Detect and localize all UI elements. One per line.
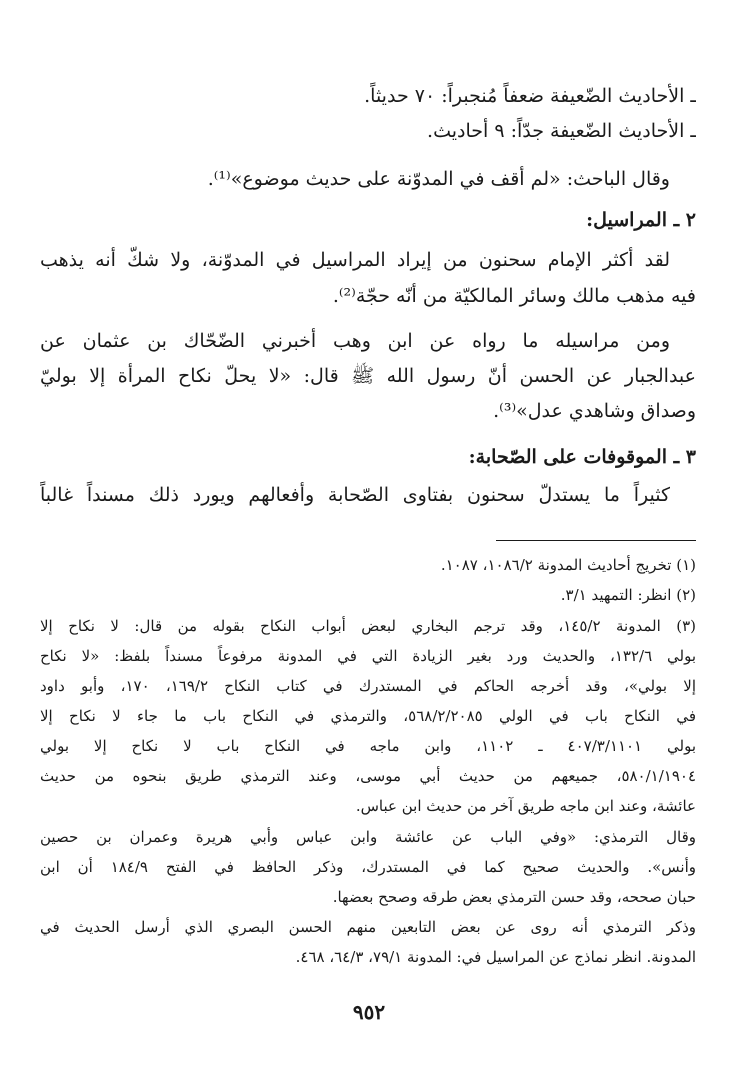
footnote-3-line-7: عائشة، وعند ابن ماجه طريق آخر من حديث ابن عباس. [355,797,696,815]
footnote-3-line-11: وذكر الترمذي أنه روى عن بعض التابعين منهم الحسن البصري الذي أرسل الحديث في [40,918,696,936]
footnote-3-line-10: حبان صححه، وقد حسن الترمذي بعض طرقه وصحح بعضها. [332,888,696,906]
footnote-3-line-4: في النكاح باب في الولي ٥٦٨/٢/٢٠٨٥، والترمذي في النكاح باب ما جاء لا نكاح إلا [40,707,696,725]
text-line-11: كثيراً ما يستدلّ سحنون بفتاوى الصّحابة وأفعالهم ويورد ذلك مسنداً غالباً [40,484,670,506]
footnote-separator [496,540,696,541]
footnote-3-line-5: بولي ٤٠٧/٣/١١٠١ ـ ١١٠٢، وابن ماجه في النكاح باب لا نكاح إلا بولي [40,737,696,755]
text-line-1: ـ الأحاديث الضّعيفة ضعفاً مُنجبراً: ٧٠ حديثاً. [364,85,696,107]
text-line-6: فيه مذهب مالك وسائر المالكيّة من أنّه حجّة⁽²⁾. [332,285,696,307]
footnote-3-line-2: بولي ١٣٢/٦، والحديث ورد بغير الزيادة التي في المدونة مرفوعاً مسنداً بلفظ: «لا نكاح [40,647,696,665]
page-number: ٩٥٢ [352,1000,386,1024]
text-line-5: لقد أكثر الإمام سحنون من إيراد المراسيل في المدوّنة، ولا شكّ أنه يذهب [40,249,670,271]
text-line-2: ـ الأحاديث الضّعيفة جدّاً: ٩ أحاديث. [427,120,696,142]
footnote-3-line-3: إلا بولي»، وقد أخرجه الحاكم في المستدرك في كتاب النكاح ١٦٩/٢، ١٧٠، وأبو داود [40,677,696,695]
footnote-1: (١) تخريج أحاديث المدونة ١٠٨٦/٢، ١٠٨٧. [440,556,696,574]
footnote-3-line-12: المدونة. انظر نماذج عن المراسيل في: المدونة ٧٩/١، ٦٤/٣، ٤٦٨. [295,948,696,966]
text-line-3: وقال الباحث: «لم أقف في المدوّنة على حديث موضوع»⁽¹⁾. [207,168,670,190]
section-heading-mawqufat: ٣ ـ الموقوفات على الصّحابة: [468,446,696,468]
footnote-3-line-1: (٣) المدونة ١٤٥/٢، وقد ترجم البخاري لبعض أبواب النكاح بقوله من قال: لا نكاح إلا [40,617,696,635]
footnote-3-line-8: وقال الترمذي: «وفي الباب عن عائشة وابن عباس وأبي هريرة وعمران بن حصين [40,828,696,846]
text-line-7: ومن مراسيله ما رواه عن ابن وهب أخبرني الضّحّاك بن عثمان عن [40,330,670,352]
section-heading-mursal: ٢ ـ المراسيل: [586,209,696,231]
footnote-3-line-9: وأنس». والحديث صحيح كما في المستدرك، وذكر الحافظ في الفتح ١٨٤/٩ أن ابن [40,858,696,876]
text-line-9: وصداق وشاهدي عدل»⁽³⁾. [493,400,696,422]
footnote-3-line-6: ٥٨٠/١/١٩٠٤، جميعهم من حديث أبي موسى، وعند الترمذي طريق بنحوه من حديث [40,767,696,785]
footnote-2: (٢) انظر: التمهيد ٣/١. [560,586,696,604]
text-line-8: عبدالجبار عن الحسن أنّ رسول الله ﷺ قال: «لا يحلّ نكاح المرأة إلا بوليّ [40,365,696,387]
